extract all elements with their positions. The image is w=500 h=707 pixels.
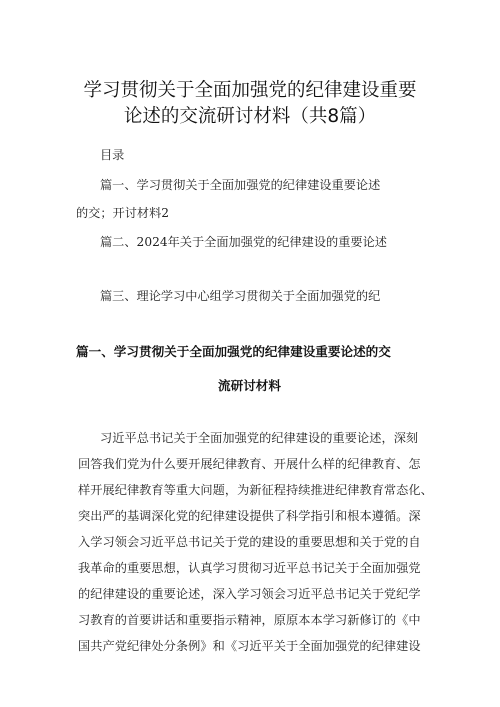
toc-item-1-line-1[interactable]: 篇一、学习贯彻关于全面加强党的纪律建设重要论述: [100, 178, 381, 192]
body-line-5: 入学习领会习近平总书记关于党的建设的重要思想和关于党的自: [78, 535, 421, 549]
body-line-6: 我革命的重要思想，认真学习贯彻习近平总书记关于全面加强党: [78, 561, 421, 575]
body-line-1: 习近平总书记关于全面加强党的纪律建设的重要论述，深刻: [100, 431, 419, 445]
toc-heading: 目录: [100, 148, 125, 162]
section-heading-line-2: 流研讨材料: [218, 378, 281, 393]
document-title-line-2: 论述的交流研讨材料（共8篇）: [123, 106, 377, 127]
body-line-2: 回答我们党为什么要开展纪律教育、开展什么样的纪律教育、怎: [78, 457, 421, 471]
body-line-4: 突出严的基调深化党的纪律建设提供了科学指引和根本遵循。深: [78, 509, 421, 523]
body-line-8: 习教育的首要讲话和重要指示精神，原原本本学习新修订的《中: [78, 613, 421, 627]
body-line-3: 样开展纪律教育等重大问题，为新征程持续推进纪律教育常态化、: [78, 483, 433, 497]
document-title-line-1: 学习贯彻关于全面加强党的纪律建设重要: [83, 80, 417, 101]
toc-item-3[interactable]: 篇三、理论学习中心组学习贯彻关于全面加强党的纪: [100, 289, 381, 303]
toc-item-2[interactable]: 篇二、2024年关于全面加强党的纪律建设的重要论述: [100, 235, 387, 249]
body-line-9: 国共产党纪律处分条例》和《习近平关于全面加强党的纪律建设: [78, 639, 421, 653]
body-line-7: 的纪律建设的重要论述，深入学习领会习近平总书记关于党纪学: [78, 587, 421, 601]
toc-item-1-line-2[interactable]: 的交；开讨材料2: [76, 206, 170, 220]
section-heading-line-1: 篇一、学习贯彻关于全面加强党的纪律建设重要论述的交: [76, 344, 391, 359]
